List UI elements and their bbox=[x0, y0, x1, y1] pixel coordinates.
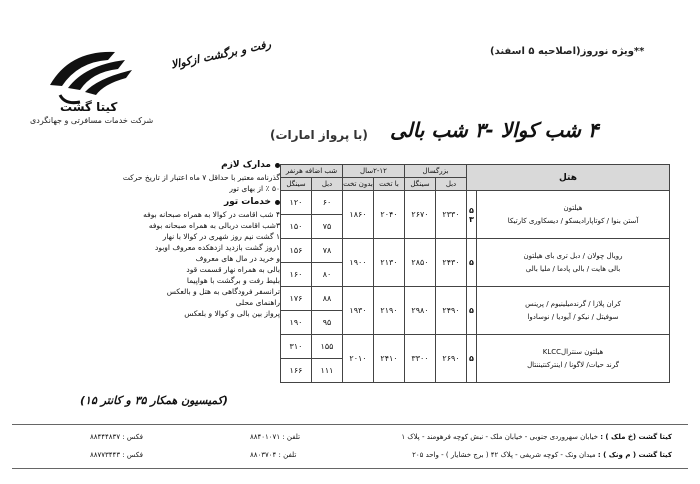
price-table bbox=[280, 164, 670, 383]
nights-value: ۵ bbox=[469, 205, 474, 215]
docs-title: مدارک لازم bbox=[221, 160, 271, 170]
docs-line: گذرنامه معتبر با حداقل ۷ ماه اعتبار از تاریخ حرکت bbox=[122, 173, 280, 182]
extra-cell: ۱۶۶ bbox=[281, 359, 312, 383]
hotel-name: آستن بنوا / کوتاپاراديسکو / دیسکاوری کارتیکا bbox=[507, 216, 639, 225]
extra-cell: ۱۵۶ bbox=[281, 239, 312, 263]
extra-cell: ۶۰ bbox=[312, 191, 343, 215]
price-cell: ۲۱۹۰ bbox=[374, 287, 405, 335]
extra-cell: ۳۱۰ bbox=[281, 335, 312, 359]
hotel-cell bbox=[477, 191, 670, 239]
extra-cell: ۸۸ bbox=[312, 287, 343, 311]
page-subtitle: (با پرواز امارات) bbox=[270, 128, 368, 142]
table-row bbox=[281, 239, 670, 263]
extra-cell: ۱۵۵ bbox=[312, 335, 343, 359]
brand-subtitle: شرکت خدمات مسافرتی و جهانگردی bbox=[30, 116, 154, 125]
extra-cell: ۸۰ bbox=[312, 263, 343, 287]
hotel-name: رویال چولان / دبل تری بای هیلتون bbox=[523, 251, 623, 260]
price-cell: ۲۶۷۰ bbox=[405, 191, 436, 239]
divider bbox=[12, 424, 688, 425]
office2-name: کیتا گشت ( م ونک ) : bbox=[597, 451, 672, 459]
sub-header: سینگل bbox=[405, 178, 436, 191]
info-column bbox=[100, 160, 280, 319]
office2-label bbox=[412, 451, 672, 459]
group-header: شب اضافه هرنفر bbox=[281, 165, 343, 178]
service-line: ۳شب اقامت دربالی به همراه صبحانه بوفه bbox=[148, 221, 280, 230]
hotel-name: گرند حیات/ لاگونا / اینترکنتیننتال bbox=[527, 360, 619, 369]
group-header: بزرگسال bbox=[405, 165, 467, 178]
docs-heading bbox=[100, 160, 280, 171]
sub-header: سینگل bbox=[281, 178, 312, 191]
hotel-name: هیلتون سنترالKLCC bbox=[542, 347, 604, 356]
office2-phone: تلفن : ۸۸۰۳۷۰۴ bbox=[250, 451, 297, 459]
brand-name: کیتا گشت bbox=[60, 100, 118, 114]
table-row bbox=[281, 191, 670, 215]
price-cell: ۲۴۹۰ bbox=[436, 287, 467, 335]
services-heading bbox=[100, 197, 280, 208]
nights-cell: ۵ bbox=[467, 287, 477, 335]
extra-cell: ۱۶۰ bbox=[281, 263, 312, 287]
extra-cell: ۱۹۰ bbox=[281, 311, 312, 335]
group-header: ۲-۱۲سال bbox=[343, 165, 405, 178]
hotel-name: سوفیتل / نیکو / آیودیا / نوسادوا bbox=[527, 312, 619, 321]
extra-cell: ۹۵ bbox=[312, 311, 343, 335]
office2-fax: فکس : ۸۸۷۷۳۴۴۳ bbox=[90, 451, 144, 459]
office1-fax: فکس : ۸۸۴۴۴۸۳۷ bbox=[90, 433, 144, 441]
hotel-header: هتل bbox=[467, 165, 670, 191]
table-row bbox=[281, 335, 670, 359]
price-cell: ۲۱۳۰ bbox=[374, 239, 405, 287]
service-line: بلیط رفت و برگشت با هواپیما bbox=[186, 276, 280, 285]
hotel-name: بالی هایت / بالی پادما / ملیا بالی bbox=[525, 264, 621, 273]
price-cell: ۲۰۱۰ bbox=[343, 335, 374, 383]
price-cell: ۲۳۳۰ bbox=[436, 191, 467, 239]
office1-name: کیتا گشت (خ ملک ) : bbox=[600, 433, 672, 441]
price-cell: ۲۰۴۰ bbox=[374, 191, 405, 239]
service-line: راهنمای محلی bbox=[235, 298, 280, 307]
price-cell: ۲۸۵۰ bbox=[405, 239, 436, 287]
office2-address: میدان ونک - کوچه شریفی - پلاک ۴۲ ( برج خشایار ) - واحد ۲۰۵ bbox=[412, 451, 596, 459]
service-line: ۴ شب اقامت در کوالا به همراه صبحانه بوفه bbox=[143, 210, 280, 219]
divider bbox=[12, 468, 688, 469]
office1-phone: تلفن : ۸۸۴۰۱۰۷۱ bbox=[250, 433, 301, 441]
price-cell: ۳۳۰۰ bbox=[405, 335, 436, 383]
extra-cell: ۷۵ bbox=[312, 215, 343, 239]
price-cell: ۱۹۳۰ bbox=[343, 287, 374, 335]
price-cell: ۲۹۸۰ bbox=[405, 287, 436, 335]
price-cell: ۲۴۱۰ bbox=[374, 335, 405, 383]
roundtrip-note: رفت و برگشت ازکوالا bbox=[169, 37, 273, 72]
hotel-cell bbox=[477, 335, 670, 383]
nights-cell: ۵ bbox=[467, 335, 477, 383]
sub-header: دبل bbox=[436, 178, 467, 191]
commission-note: (کمیسیون همکار ۳۵ و کانتر ۱۵) bbox=[80, 394, 228, 407]
hotel-cell bbox=[477, 287, 670, 335]
price-cell: ۱۹۰۰ bbox=[343, 239, 374, 287]
docs-line: ۵۰ ٪ از بهای تور bbox=[229, 184, 280, 193]
sub-header: با تخت bbox=[374, 178, 405, 191]
hotel-name: کران پلازا / گرندمیلینیوم / پرینس bbox=[525, 299, 621, 308]
hotel-cell bbox=[477, 239, 670, 287]
price-cell: ۱۸۶۰ bbox=[343, 191, 374, 239]
nights-cell: ۵ bbox=[467, 239, 477, 287]
service-line: ۱روز گشت بازدید ازدهکده معروف اوبود bbox=[155, 243, 280, 252]
service-line: ۱ گشت نیم روز شهری در کوالا با نهار bbox=[162, 232, 280, 241]
services-title: خدمات تور bbox=[223, 197, 271, 207]
extra-cell: ۱۱۱ bbox=[312, 359, 343, 383]
sub-header: بدون تخت bbox=[343, 178, 374, 191]
extra-cell: ۷۸ bbox=[312, 239, 343, 263]
sub-header: دبل bbox=[312, 178, 343, 191]
office1-label bbox=[401, 433, 672, 441]
price-cell: ۲۴۳۰ bbox=[436, 239, 467, 287]
service-line: و خرید در مال های معروف bbox=[195, 254, 280, 263]
office1-address: خیابان سهروردی جنوبی - خیابان ملک - نبش کوچه فرهومند - پلاک ۱ bbox=[401, 433, 598, 441]
nights-value: ۳ bbox=[469, 214, 474, 224]
service-line: پرواز بین بالی و کوالا و بلعکس bbox=[184, 309, 280, 318]
hotel-name: هیلتون bbox=[563, 203, 583, 212]
price-cell: ۲۶۹۰ bbox=[436, 335, 467, 383]
service-line: ترانسفر فرودگاهی به هتل و بالعکس bbox=[166, 287, 280, 296]
table-row bbox=[281, 287, 670, 311]
page-title: ۴ شب کوالا -۳ شب بالی bbox=[390, 118, 599, 142]
service-line: بالی به همراه نهار قسمت قود bbox=[186, 265, 280, 274]
extra-cell: ۱۲۰ bbox=[281, 191, 312, 215]
extra-cell: ۱۷۶ bbox=[281, 287, 312, 311]
extra-cell: ۱۵۰ bbox=[281, 215, 312, 239]
promo-note: **ویژه نوروز(اصلاحیه ۵ اسفند) bbox=[490, 46, 645, 57]
nights-cell bbox=[467, 191, 477, 239]
